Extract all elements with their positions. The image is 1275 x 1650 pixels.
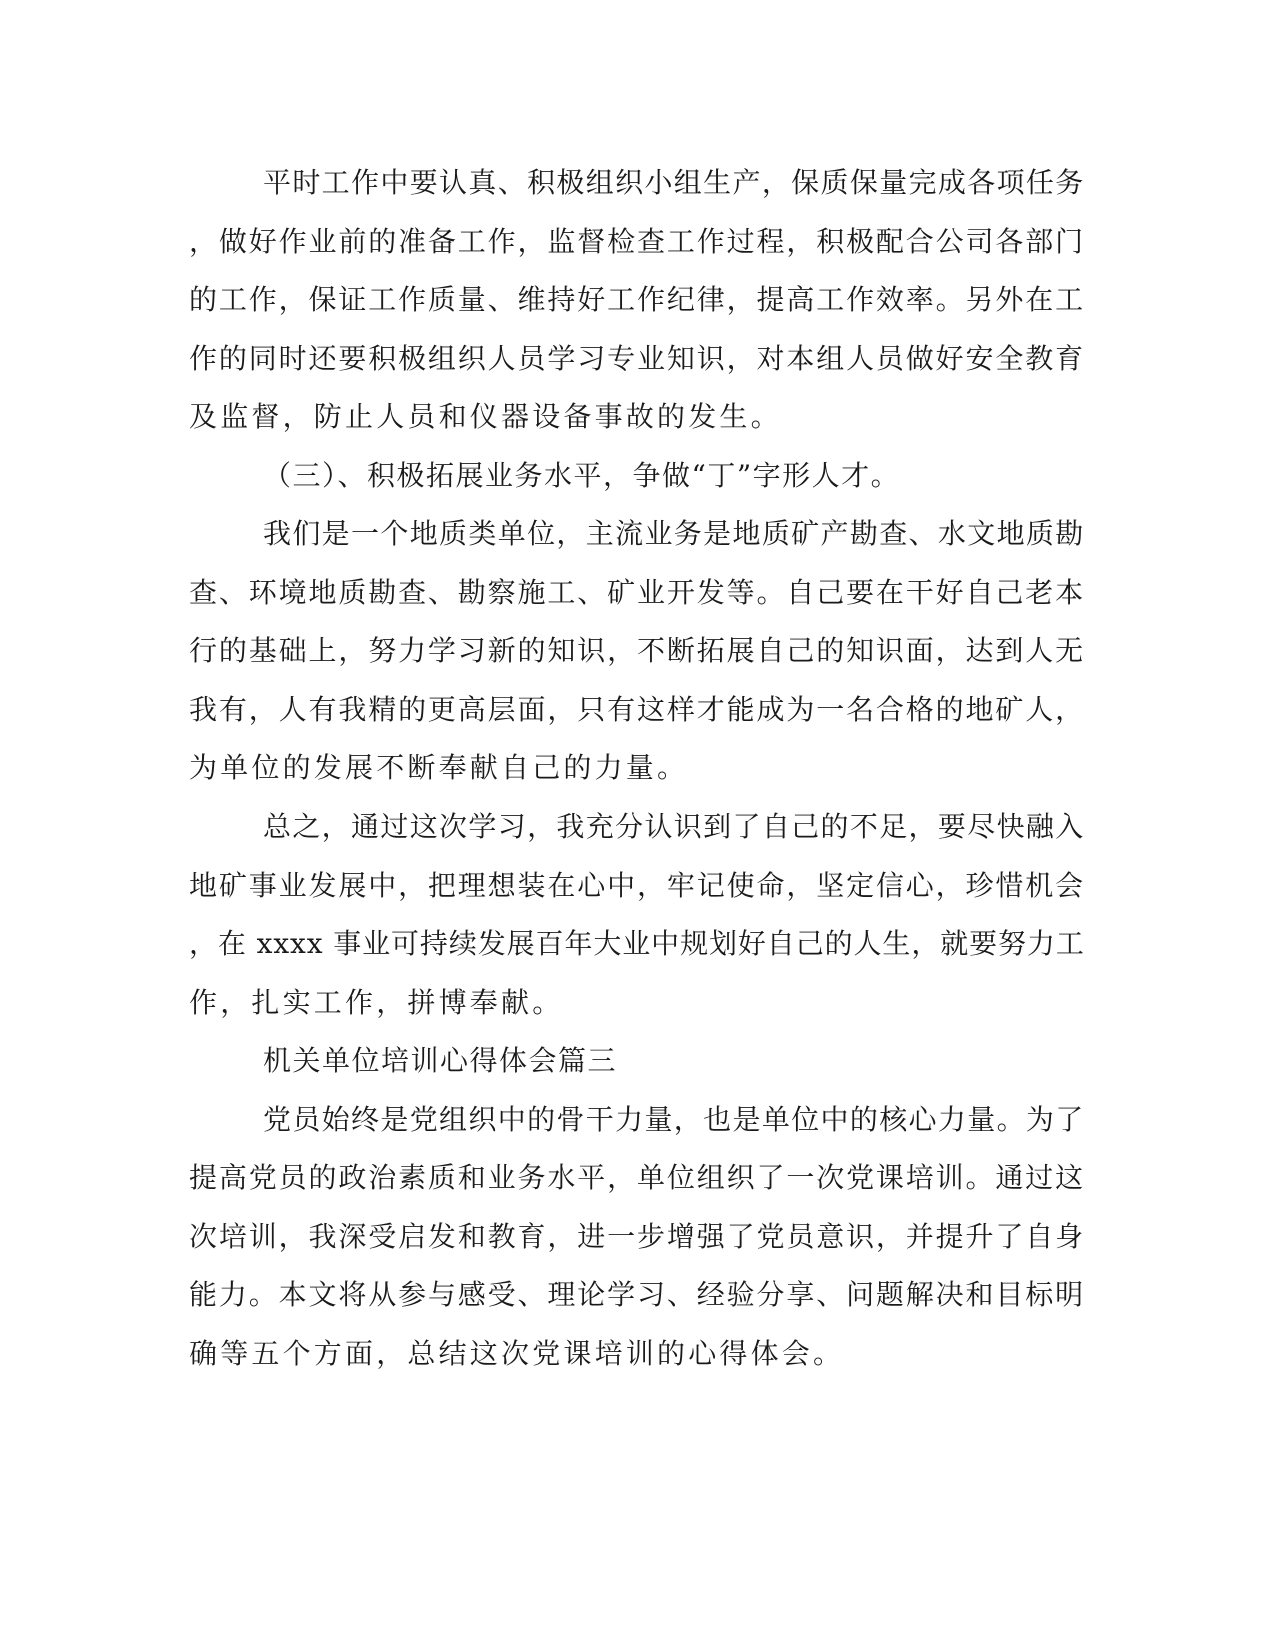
- text-line: 作，扎实工作，拼博奉献。: [189, 986, 564, 1019]
- text-line: 党员始终是党组织中的骨干力量，也是单位中的核心力量。为了: [263, 1103, 1085, 1136]
- text-line: 我们是一个地质类单位，主流业务是地质矿产勘查、水文地质勘: [263, 517, 1085, 550]
- text-line: ，在 xxxx 事业可持续发展百年大业中规划好自己的人生，就要努力工: [189, 927, 1085, 960]
- article-heading: 机关单位培训心得体会篇三: [263, 1044, 618, 1077]
- text-line: 行的基础上，努力学习新的知识，不断拓展自己的知识面，达到人无: [189, 634, 1086, 667]
- text-line: ，做好作业前的准备工作，监督检查工作过程，积极配合公司各部门: [189, 225, 1086, 258]
- text-line: 次培训，我深受启发和教育，进一步增强了党员意识，并提升了自身: [189, 1220, 1086, 1253]
- text-line: 作的同时还要积极组织人员学习专业知识，对本组人员做好安全教育: [189, 342, 1086, 375]
- section-heading: （三）、积极拓展业务水平，争做“丁”字形人才。: [263, 459, 901, 492]
- text-line: 能力。本文将从参与感受、理论学习、经验分享、问题解决和目标明: [189, 1278, 1086, 1311]
- text-line: 为单位的发展不断奉献自己的力量。: [189, 751, 689, 784]
- text-line: 提高党员的政治素质和业务水平，单位组织了一次党课培训。通过这: [189, 1161, 1086, 1194]
- text-line: 查、环境地质勘查、勘察施工、矿业开发等。自己要在干好自己老本: [189, 576, 1086, 609]
- text-line: 总之，通过这次学习，我充分认识到了自己的不足，要尽快融入: [263, 810, 1085, 843]
- text-line: 及监督，防止人员和仪器设备事故的发生。: [189, 400, 782, 433]
- text-line: 的工作，保证工作质量、维持好工作纪律，提高工作效率。另外在工: [189, 283, 1086, 316]
- text-line: 确等五个方面，总结这次党课培训的心得体会。: [189, 1337, 845, 1370]
- text-line: 我有，人有我精的更高层面，只有这样才能成为一名合格的地矿人，: [189, 693, 1086, 726]
- text-line: 平时工作中要认真、积极组织小组生产，保质保量完成各项任务: [263, 166, 1085, 199]
- text-line: 地矿事业发展中，把理想装在心中，牢记使命，坚定信心，珍惜机会: [189, 869, 1086, 902]
